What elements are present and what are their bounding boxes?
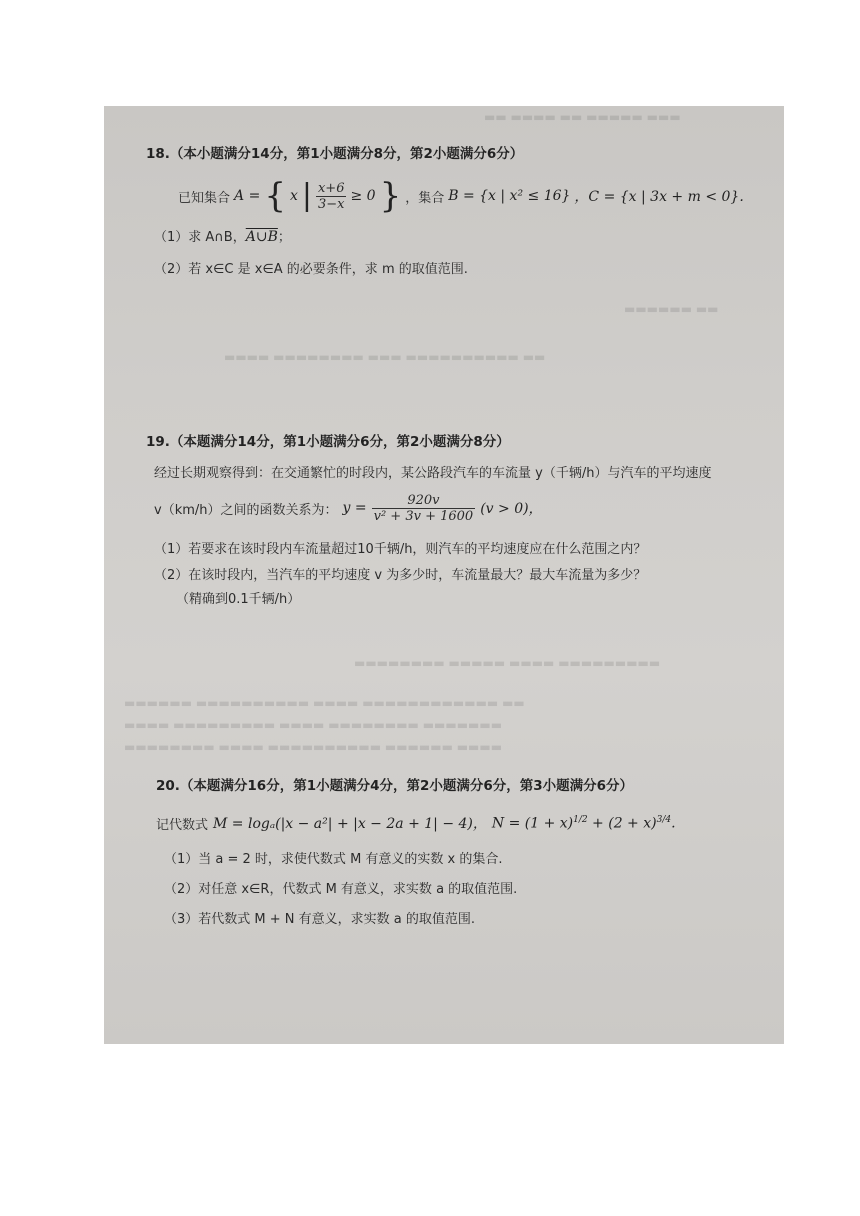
bleed-through-texture: ▬▬▬▬▬▬ ▬▬ [624,302,719,316]
bleed-through-texture: ▬▬▬▬ ▬▬▬▬▬▬▬▬ ▬▬▬ ▬▬▬▬▬▬▬▬▬▬ ▬▬ [224,350,546,364]
q18-part1-prefix: （1）求 A∩B， [154,230,246,245]
q18-part1-suffix: ； [277,230,291,245]
q20-heading: 20.（本题满分16分，第1小题满分4分，第2小题满分6分，第3小题满分6分） [156,778,634,794]
q19-part2-note: （精确到0.1千辆/h） [176,592,301,607]
q18-set-a-var: x [289,188,298,204]
q19-function-condition: (v > 0)， [480,501,543,517]
q20-formula-n-end: . [671,815,676,832]
q18-part2: （2）若 x∈C 是 x∈A 的必要条件，求 m 的取值范围. [154,262,468,277]
q20-formula-n-mid: + (2 + x) [587,815,657,832]
q19-function-lhs: y = [342,500,367,516]
bleed-through-texture: ▬▬▬▬▬▬ ▬▬▬▬▬▬▬▬▬▬ ▬▬▬▬ ▬▬▬▬▬▬▬▬▬▬▬▬ ▬▬ [124,696,525,710]
q18-part1-complement: A∪B [245,229,278,245]
left-brace-glyph: { [264,176,286,216]
q19-function-intro: v（km/h）之间的函数关系为： [154,502,338,518]
q18-set-a-condition: ≥ 0 [350,188,376,204]
scanned-page-photo [104,106,784,1044]
q19-part1: （1）若要求在该时段内车流量超过10千辆/h，则汽车的平均速度应在什么范围之内？ [154,542,647,557]
q20-formula-intro: 记代数式 [156,817,209,833]
bleed-through-texture: ▬▬▬▬▬▬▬▬ ▬▬▬▬▬ ▬▬▬▬ ▬▬▬▬▬▬▬▬▬ [354,656,661,670]
q20-formula-m: M = logₐ(|x − a²| + |x − 2a + 1| − 4)， [213,816,487,832]
q19-function [154,488,543,528]
q18-set-intro: 已知集合 [178,190,231,206]
q20-formula-n-exp2: 3/4 [656,814,672,825]
q19-function-fraction [372,493,476,524]
q18-set-b-intro: ，集合 [405,190,445,206]
q18-set-b: B = {x | x² ≤ 16} [448,188,571,204]
q19-intro: 经过长期观察得到：在交通繁忙的时段内，某公路段汽车的车流量 y（千辆/h）与汽车的平均速度 [154,466,712,481]
bleed-through-texture: ▬▬▬▬▬▬▬▬ ▬▬▬▬ ▬▬▬▬▬▬▬▬▬▬ ▬▬▬▬▬▬ ▬▬▬▬ [124,740,503,754]
q18-set-c: ，C = {x | 3x + m < 0}. [574,189,744,205]
q20-formula [156,806,676,840]
bleed-through-texture: ▬▬▬▬ ▬▬▬▬▬▬▬▬▬ ▬▬▬▬ ▬▬▬▬▬▬▬▬ ▬▬▬▬▬▬▬ [124,718,503,732]
q18-heading: 18.（本小题满分14分，第1小题满分8分，第2小题满分6分） [146,146,524,162]
right-brace-glyph: } [379,176,402,216]
q18-set-a-lhs: A = [234,188,261,204]
q19-fraction-denominator: v² + 3v + 1600 [373,508,474,524]
q18-fraction-numerator: x+6 [317,180,345,196]
q20-part1: （1）当 a = 2 时，求使代数式 M 有意义的实数 x 的集合. [164,852,503,867]
q20-formula-n-base: N = (1 + x) [491,815,574,832]
q18-part1 [154,226,291,245]
bar-glyph: | [301,178,312,213]
q18-fraction-denominator: 3−x [317,196,345,212]
q20-part3: （3）若代数式 M + N 有意义，求实数 a 的取值范围. [164,912,475,927]
q19-fraction-numerator: 920v [372,493,476,509]
bleed-through-texture: ▬▬ ▬▬▬▬ ▬▬ ▬▬▬▬▬ ▬▬▬ [484,110,681,124]
q20-part2: （2）对任意 x∈R，代数式 M 有意义，求实数 a 的取值范围. [164,882,518,897]
q20-formula-n [492,815,676,832]
q19-part2: （2）在该时段内，当汽车的平均速度 v 为多少时，车流量最大？最大车流量为多少？ [154,568,647,583]
q18-set-definitions [178,170,744,222]
q19-heading: 19.（本题满分14分，第1小题满分6分，第2小题满分8分） [146,434,510,450]
q20-formula-n-exp1: 1/2 [573,814,588,825]
q18-set-a-fraction [316,181,347,212]
